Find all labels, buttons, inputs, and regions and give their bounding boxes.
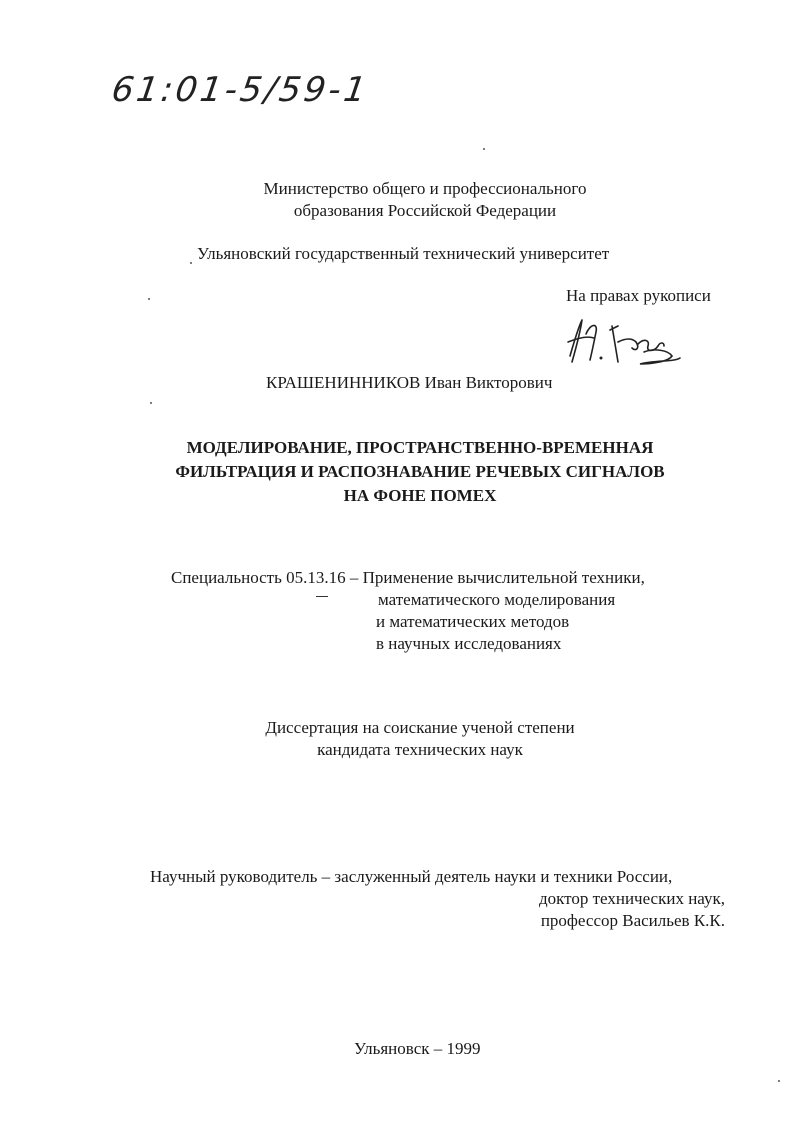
degree-line-1: Диссертация на соискание ученой степени xyxy=(265,718,575,737)
author-name: КРАШЕНИННИКОВ Иван Викторович xyxy=(266,373,553,392)
author-signature xyxy=(560,312,685,370)
ministry-line-2: образования Российской Федерации xyxy=(293,201,557,220)
manuscript-rights: На правах рукописи xyxy=(566,286,711,305)
ministry-line-1: Министерство общего и профессионального xyxy=(263,179,587,198)
scan-dash-mark xyxy=(316,596,328,597)
place-year: Ульяновск – 1999 xyxy=(354,1039,481,1058)
degree-line-2: кандидата технических наук xyxy=(317,740,523,759)
title-line-3: НА ФОНЕ ПОМЕХ xyxy=(343,486,497,505)
archive-code: 61:01-5/59-1 xyxy=(109,70,372,110)
university-name: Ульяновский государственный технический университет xyxy=(197,244,610,263)
specialty-line-4: в научных исследованиях xyxy=(376,634,562,653)
supervisor-line-3: профессор Васильев К.К. xyxy=(540,911,725,930)
scan-speck xyxy=(148,298,150,300)
scan-speck xyxy=(150,402,152,404)
supervisor-line-1: Научный руководитель – заслуженный деятель науки и техники России, xyxy=(150,867,673,886)
ministry-block xyxy=(200,178,650,222)
supervisor-line-2: доктор технических наук, xyxy=(538,889,725,908)
specialty-line-1: Специальность 05.13.16 – Применение вычислительной техники, xyxy=(171,568,645,587)
scan-speck xyxy=(483,148,485,150)
specialty-line-3: и математических методов xyxy=(376,612,570,631)
dissertation-degree xyxy=(200,717,640,761)
scan-speck xyxy=(778,1080,780,1082)
specialty-line-2: математического моделирования xyxy=(378,590,616,609)
scan-speck xyxy=(190,262,192,264)
title-line-1: МОДЕЛИРОВАНИЕ, ПРОСТРАНСТВЕННО-ВРЕМЕННАЯ xyxy=(186,438,654,457)
title-line-2: ФИЛЬТРАЦИЯ И РАСПОЗНАВАНИЕ РЕЧЕВЫХ СИГНАЛОВ xyxy=(175,462,665,481)
dissertation-title xyxy=(100,436,740,508)
